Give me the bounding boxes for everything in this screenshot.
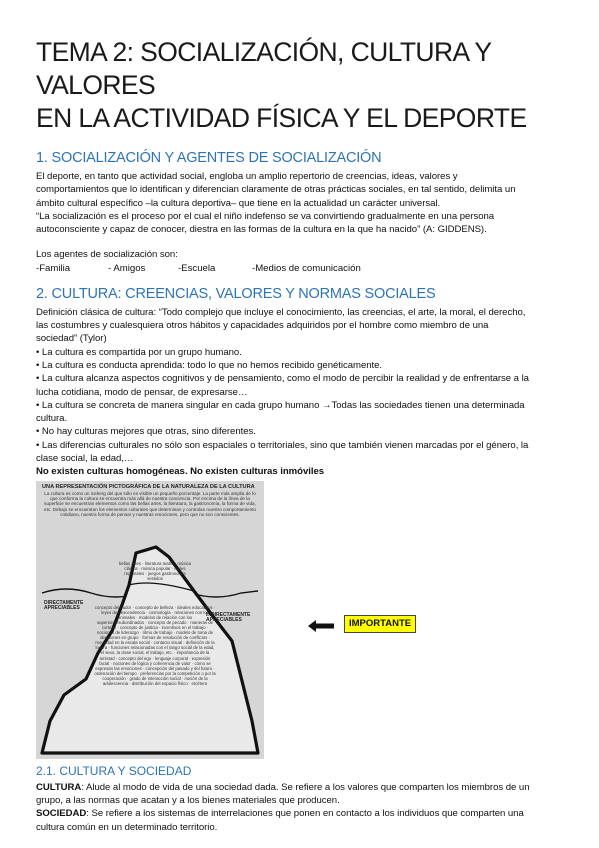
iceberg-heading: UNA REPRESENTACIÓN PICTOGRÁFICA DE LA NATURALEZA DE LA CULTURA	[42, 483, 255, 490]
culture-bullets	[36, 346, 566, 466]
agents-intro: Los agentes de socialización son:	[36, 249, 178, 261]
section1-paragraph: El deporte, en tanto que actividad social, engloba un amplio repertorio de creencias, ideas, valores y comportamientos que lo identifican y diferencian claramente de otras prácticas sociales, en tal sentido, delimita un ámbito cultural específico –la cultura deportiva– que tiene en la actualidad un carácter universal. “La socialización es el proceso por el cual el niño indefenso se va convirtiendo gradualmente en una persona autoconsciente y capaz de conocer, diestra en las formas de la cultura en la que ha nacido” (A: GIDDENS).	[36, 171, 516, 236]
hidden-label: INDIRECTAMENTE APRECIABLES	[206, 611, 251, 624]
culture-definition: Definición clásica de cultura: “Todo complejo que incluye el conocimiento, las creencias, el arte, la moral, el derecho, las costumbres y cualesquiera otros hábitos y capacidades adquiridos por el hombre como miembro de una sociedad” (Tylor)	[36, 306, 526, 345]
section21-heading: 2.1. CULTURA Y SOCIEDAD	[36, 763, 192, 778]
agent-item: - Amigos	[108, 262, 146, 274]
section1-heading: 1. SOCIALIZACIÓN Y AGENTES DE SOCIALIZACIÓN	[36, 150, 382, 166]
sociedad-definition: SOCIEDAD: Se refiere a los sistemas de interrelaciones que ponen en contacto a los individuos que comparten una	[36, 808, 524, 820]
section2-heading: 2. CULTURA: CREENCIAS, VALORES Y NORMAS SOCIALES	[36, 285, 436, 302]
iceberg-figure-row	[36, 481, 566, 759]
agent-item: -Escuela	[178, 262, 216, 274]
agent-item: -Medios de comunicación	[252, 262, 361, 274]
iceberg-hidden-text: concepto del pudor · concepto de belleza · ideales educativos · leyes de descendencia · cosmología · relaciones con los animales · modelos de relación con los superiores/subordinados · concepto de pecado · maneras de cortejar · concepto de justicia · incentivos en el trabajo · nociones de liderazgo · ritmo de trabajo · modelo de toma de decisiones en grupo · formas de resolución de conflictos · movilidad en la escala social · contacto visual · definición de la locura · funciones relacionadas con el rango social de la edad, el sexo, la clase social, el trabajo, etc. · importancia de la amistad · concepto del ego · lenguaje corporal · expresión facial · nociones de lógica y coherencia de valor · cómo se expresan las emociones · concepción del pasado y del futuro · ordenación del tiempo · preferencias por la competición o por la cooperación · grado de interacción social · noción de la adolescencia · distribución del espacio físico · etcétera	[94, 604, 216, 687]
cultura-definition: CULTURA: Alude al modo de vida de una sociedad dada. Se refiere a los valores que comparten los miembros de un	[36, 781, 530, 793]
bullet-line: • La cultura alcanza aspectos cognitivos y de pensamiento, como el modo de percibir la realidad y de enfrentarse a la	[36, 373, 529, 385]
bullet-line: • La cultura es compartida por un grupo humano.	[36, 346, 242, 358]
bullet-line: • La cultura es conducta aprendida: todo lo que no hemos recibido genéticamente.	[36, 359, 383, 371]
bullet-line: clase social, la edad,…	[36, 453, 134, 465]
page-title: TEMA 2: SOCIALIZACIÓN, CULTURA Y VALORES EN LA ACTIVIDAD FÍSICA Y EL DEPORTE	[36, 37, 527, 133]
agents-list	[36, 262, 566, 275]
agent-item: -Familia	[36, 262, 71, 274]
bullet-line: • Las diferencias culturales no sólo son espaciales o territoriales, sino que también vienen marcadas por el género, la	[36, 439, 529, 451]
document-page: TEMA 2: SOCIALIZACIÓN, CULTURA Y VALORES EN LA ACTIVIDAD FÍSICA Y EL DEPORTE 1. SOCIALIZACIÓN Y AGENTES DE SOCIALIZACIÓN El deporte, en tanto que actividad social, engloba un amplio repertorio de creencias, ideas, valores y comportamientos que lo identifican y diferencian claramente de otras prácticas sociales, en tal sentido, delimita un ámbito cultural específico –la cultura deportiva– que tiene en la actualidad un carácter universal. “La socialización es el proceso por el cual el niño indefenso se va convirtiendo gradualmente en una persona autoconsciente y capaz de conocer, diestra en las formas de la cultura en la que ha nacido” (A: GIDDENS). Los agentes de socialización son: -Familia - Amigos -Escuela -Medios de comunicación 2. CULTURA: CREENCIAS, VALORES Y NORMAS SOCIALES Definición clásica de cultura: “Todo complejo que incluye el conocimiento, las creencias, el arte, la moral, el derecho, las costumbres y cualesquiera otros hábitos y capacidades adquiridos por el hombre como miembro de una sociedad” (Tylor) • La cultura es compartida por un grupo humano. • La cultura es conducta aprendida: todo lo que no hemos recibido genéticamente. • La cultura alcanza aspectos cognitivos y de pensamiento, como el modo de percibir la realidad y de enfrentarse a la lucha cotidiana, modo de pensar, de expresarse… • La cultura se concreta de manera singular en cada grupo humano →Todas las sociedades tienen una determinada cultura. • No hay culturas mejores que otras, sino diferentes. • Las diferencias culturales no sólo son espaciales o territoriales, sino que también vienen marcadas por el género, la clase social, la edad,… No existen culturas homogéneas. No existen culturas inmóviles UNA REPRESENTACIÓN PICTOGRÁFICA DE LA NATURALEZA DE LA CULTURA La cultura es como un iceberg del que sólo es visible un pequeño porcentaje. La parte más amplia de lo que conforma la cultura se encuentra más allá de nuestra conciencia. Por encima de la línea de la superficie se encuentran elementos como las bellas artes, la literatura, la gastronomía, la forma de vida, etc. Debajo se encuentran los elementos culturales que determinan y controlan nuestro comportamiento cotidiano, nuestra forma de pensar y nuestras emociones, pero que no son conscientes. bellas artes · literatura teatro · música clásica · música popular · bailes regionales · juegos gastronomía vestidos DIRECTAMENTE APRECIABLES INDIRECTAMENTE APRECIABLES concepto del pudor · concepto de belleza · ideales educativos · leyes de descendencia · cosmología · relaciones con los animales · modelos de relación con los superiores/subordinados · concepto de pecado · maneras de cortejar · concepto de justicia · incentivos en el trabajo · nociones de liderazgo · ritmo de trabajo · modelo de toma de decisiones en grupo · formas de resolución de conflictos · movilidad en la escala social · contacto visual · definición de la locura · funciones relacionadas con el rango social de la edad, el sexo, la clase social, el trabajo, etc. · importancia de la amistad · concepto del ego · lenguaje corporal · expresión facial · nociones de lógica y coherencia de valor · cómo se expresan las emociones · concepción del pasado y del futuro · ordenación del tiempo · preferencias por la competición o por la cooperación · grado de interacción social · noción de la adolescencia · distribución del espacio físico · etcétera IMPORTANTE 2.1. CULTURA Y SOCIEDAD CULTURA: Alude al modo de vida de una sociedad dada. Se refiere a los valores que comparten los miembros de un grupo, a las normas que acatan y a los bienes materiales que producen. SOCIEDAD: Se refiere a los sistemas de interrelaciones que ponen en contacto a los individuos que comparten una cultura común en un determinado territorio.	[36, 36, 566, 834]
bullet-line: cultura.	[36, 413, 68, 425]
bullet-line: lucha cotidiana, modo de pensar, de expresarse…	[36, 386, 248, 398]
iceberg-intro: La cultura es como un iceberg del que sólo es visible un pequeño porcentaje. La parte más amplia de lo que conforma la cultura se encuentra más allá de nuestra conciencia. Por encima de la línea de la superficie se encuentran elementos como las bellas artes, la literatura, la gastronomía, la forma de vida, etc. Debajo se encuentran los elementos culturales que determinan y controlan nuestro comportamiento cotidiano, nuestra forma de pensar y nuestras emociones, pero que no son conscientes.	[44, 490, 256, 518]
iceberg-visible-text: bellas artes · literatura teatro · música clásica · música popular · bailes regionales · juegos gastronomía vestidos	[118, 560, 192, 581]
bullet-line: • No hay culturas mejores que otras, sino diferentes.	[36, 426, 256, 438]
iceberg-figure	[36, 481, 264, 759]
bold-statement: No existen culturas homogéneas. No existen culturas inmóviles	[36, 466, 325, 478]
importante-badge: IMPORTANTE	[344, 615, 416, 633]
visible-label: DIRECTAMENTE APRECIABLES	[44, 599, 84, 612]
left-arrow-icon	[308, 619, 334, 637]
bullet-line: • La cultura se concreta de manera singular en cada grupo humano →Todas las sociedades tienen una determinada	[36, 399, 525, 411]
